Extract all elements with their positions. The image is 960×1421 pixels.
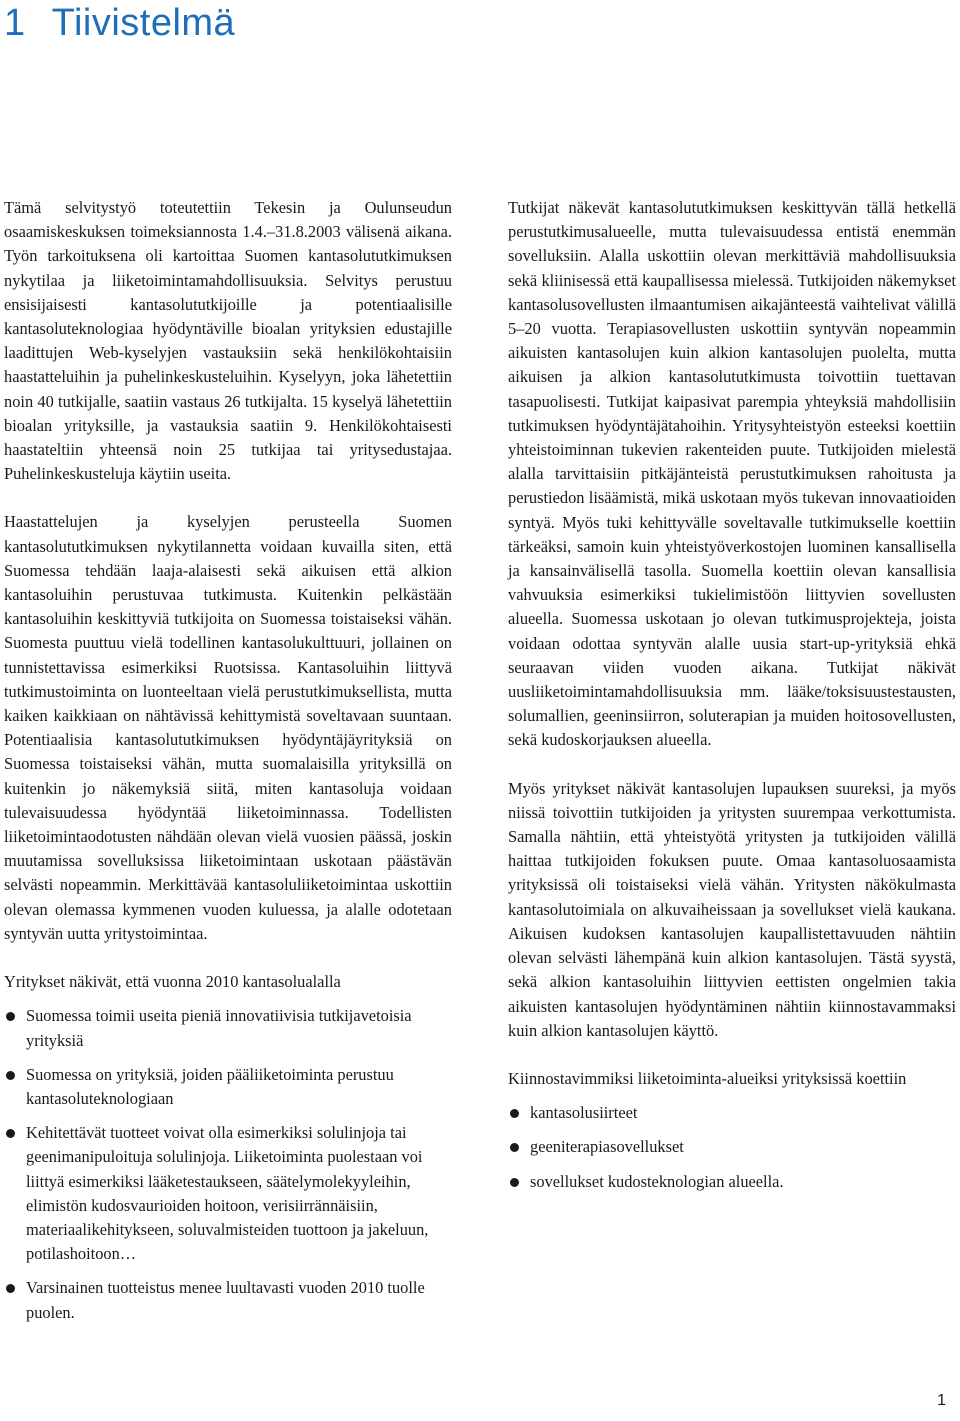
list-item bbox=[508, 1170, 956, 1194]
list-item bbox=[508, 1101, 956, 1125]
summary-paragraph-2: Haastattelujen ja kyselyjen perusteella Suomen kantasolututkimuksen nykytilannetta voidaan kuvailla siten, että Suomessa tehdään laaja-alaisesti sekä aikuisen että alkion kantasoluihin perustuvaa tutkimusta. Kuitenkin pelkästään kantasoluihin keskittyviä tutkijoita on Suomessa toistaiseksi vähän. Suomesta puuttuu vielä todellinen kantasolukulttuuri, jollainen on tunnistettavissa esimerkiksi Ruotsissa. Kantasoluihin liittyvä tutkimustoiminta on luonteeltaan vielä perustutkimuksellista, mutta kaiken kaikkiaan on nähtävissä kehittymistä soveltavaan suuntaan. Potentiaalisia kantasolututkimuksen hyödyntäjäyrityksiä on Suomessa toistaiseksi vähän, mutta suomalaisilla yrityksillä on kuitenkin jo näkemyksiä siitä, miten kantasoluja voidaan tulevaisuudessa hyödyntää liiketoiminnassa. Todellisten liiketoimintaodotusten nähdään olevan vielä vuosien päässä, joskin muutamissa sovelluksissa liiketoimintaan uskotaan päästävän selvästi nopeammin. Merkittävää kantasoluliiketoimintaa uskottiin olevan olemassa kymmenen vuoden kuluessa, ja alalle odotetaan syntyvän uutta yritystoimintaa. bbox=[4, 512, 452, 943]
summary-paragraph-1: Tämä selvitystyö toteutettiin Tekesin ja Oulunseudun osaamiskeskuksen toimeksiannosta 1.4.–31.8.2003 välisenä aikana. Työn tarkoituksena oli kartoittaa Suomen kantasolututkimuksen nykytilaa ja liiketoimintamahdollisuuksia. Selvitys perustuu ensisijaisesti kantasolututkijoille ja potentiaalisille kantasoluteknologiaa hyödyntäville bioalan yrityksien edustajille laadittujen Web-kyselyjen vastauksiin sekä henkilökohtaisiin haastatteluihin ja puhelinkeskusteluihin. Kyselyyn, joka lähetettiin noin 40 tutkijalle, saatiin vastaus 26 tutkijalta. 15 kyselyä lähetettiin bioalan yrityksille, ja vastauksia saatiin 9. Henkilökohtaisesti haastateltiin yhteensä noin 25 tutkijaa tai yritysedustajaa. Puhelinkeskusteluja käytiin useita. bbox=[4, 198, 452, 484]
business-areas-list bbox=[508, 1101, 956, 1194]
chapter-heading bbox=[4, 0, 235, 46]
chapter-title: Tiivistelmä bbox=[51, 2, 236, 44]
list-item bbox=[4, 1121, 452, 1266]
companies-paragraph: Myös yritykset näkivät kantasolujen lupauksen suureksi, ja myös niissä toivottiin tutkijoiden ja yritysten suurempaa verkottumista. Samalla nähtiin, että yhteistyötä yritysten ja tutkijoiden välillä haittaa tutkijoiden fokuksen puute. Omaa kantasoluosaamista yrityksissä oli toistaiseksi vielä vähän. Yritysten näkökulmasta kantasolutoimiala on alkuvaiheissaan ja sovellukset vielä kaukana. Aikuisen kudoksen kantasolujen kaupallistettavuuden nähtiin olevan selvästi lähempänä kuin alkion kantasolujen. Tästä syystä, sekä alkion kantasoluihin liittyvien eettisten ongelmien takia aikuisten kantasolujen hyödyntäminen nähtiin kiinnostavammaksi kuin alkion kantasolujen käyttö. bbox=[508, 778, 956, 1040]
bullet-icon bbox=[6, 1284, 15, 1293]
bullet-icon bbox=[510, 1109, 519, 1118]
left-column bbox=[4, 196, 452, 1335]
list-item bbox=[4, 1276, 452, 1324]
right-column bbox=[508, 196, 956, 1204]
list-item-text: Suomessa on yrityksiä, joiden pääliiketoiminta perustuu kantasoluteknologiaan bbox=[26, 1064, 394, 1108]
list-item-text: Varsinainen tuotteistus menee luultavasti vuoden 2010 tuolle puolen. bbox=[26, 1278, 425, 1322]
list-item-text: Kehitettävät tuotteet voivat olla esimerkiksi solulinjoja tai geenimanipuloituja solulinjoja. Liiketoiminta puolestaan voi liittyä esimerkiksi lääketestaukseen, säätelymolekyyleihin, elimistön kudosvaurioiden hoitoon, verisiirrännäisiin, materiaalikehitykseen, soluvalmisteiden tuottoon ja jakeluun, potilashoitoon… bbox=[26, 1123, 429, 1264]
list-item bbox=[508, 1135, 956, 1159]
page-number: 1 bbox=[937, 1392, 946, 1409]
bullet-icon bbox=[6, 1129, 15, 1138]
list-item bbox=[4, 1004, 452, 1052]
business-areas-lead: Kiinnostavimmiksi liiketoiminta-alueiksi yrityksissä koettiin bbox=[508, 1068, 907, 1088]
bullet-list-lead: Yritykset näkivät, että vuonna 2010 kantasolualalla bbox=[4, 972, 341, 992]
bullet-icon bbox=[510, 1178, 519, 1187]
bullet-icon bbox=[510, 1143, 519, 1152]
company-vision-list bbox=[4, 1004, 452, 1324]
list-item-text: sovellukset kudosteknologian alueella. bbox=[530, 1171, 784, 1191]
chapter-number: 1 bbox=[4, 2, 26, 44]
researchers-paragraph: Tutkijat näkevät kantasolututkimuksen keskittyvän tällä hetkellä perustutkimusalueelle, mutta tulevaisuudessa entistä enemmän sovelluksiin. Alalla uskottiin olevan merkittäviä mahdollisuuksia sekä kliinisessä että kaupallisessa mielessä. Tutkijoiden näkemykset kantasolusovellusten ilmaantumisen aikajänteestä vaihtelivat välillä 5–20 vuotta. Terapiasovellusten uskottiin syntyvän nopeammin aikuisten kantasolujen kuin alkion kantasolujen puolelta, mutta aikuisen ja alkion kantasolututkimusta toivottiin tuettavan tasapuolisesti. Tutkijat kaipasivat parempia yhteyksiä mahdollisiin tutkimuksen hyödyntäjätahoihin. Yritysyhteistyön esteeksi koettiin yhteistoiminnan tukevien rakenteiden puute. Tutkijoiden mielestä alalla tarvittaisiin pitkäjänteistä perustutkimuksen rahoitusta ja perustiedon lisäämistä, mikä uskotaan myös tukevan innovaatioiden syntyä. Myös tuki kehittyvälle soveltavalle tutkimukselle koettiin tärkeäksi, samoin kuin yhteistyöverkostojen luominen kansallisella ja kansainvälisellä tasolla. Suomella koettiin olevan kansallisia vahvuuksia esimerkiksi tukielimistöön liittyvien sovellusten alueella. Suomessa uskotaan jo olevan tutkimusprojekteja, joista voidaan odottaa syntyvän alalle uusia start-up-yrityksiä ehkä seuraavan viiden vuoden aikana. Tutkijat näkivät uusliiketoimintamahdollisuuksia mm. lääke/toksisuustestausten, solumallien, geeninsiirron, soluterapian ja muiden hoitosovellusten, sekä kudoskorjauksen alueella. bbox=[508, 198, 956, 750]
bullet-icon bbox=[6, 1012, 15, 1021]
bullet-icon bbox=[6, 1071, 15, 1080]
list-item-text: kantasolusiirteet bbox=[530, 1103, 638, 1123]
list-item-text: Suomessa toimii useita pieniä innovatiivisia tutkijavetoisia yrityksiä bbox=[26, 1006, 412, 1050]
list-item-text: geeniterapiasovellukset bbox=[530, 1137, 684, 1157]
list-item bbox=[4, 1063, 452, 1111]
